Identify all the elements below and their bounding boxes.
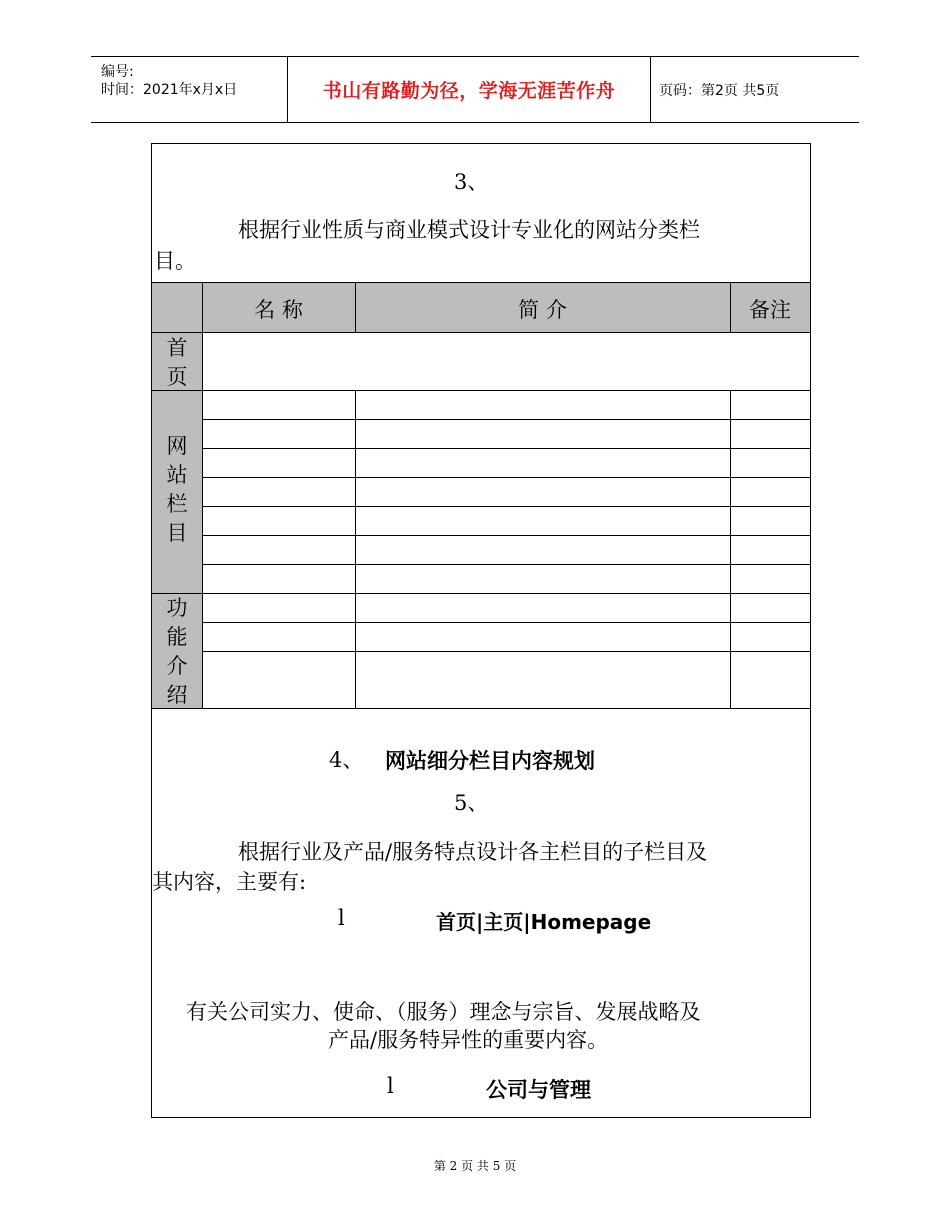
header-page-label: 页码：第2页 共5页	[659, 82, 780, 99]
header-meta	[91, 57, 287, 122]
row-label-functions: 功 能 介 绍	[166, 596, 188, 707]
item2-bullet: l	[387, 1074, 394, 1098]
row-label-home: 首 页	[166, 336, 188, 389]
document-time-label: 时间：2021年x月x日	[101, 82, 238, 98]
item1-bullet: l	[338, 906, 345, 930]
section4-title: 网站细分栏目内容规划	[385, 749, 595, 773]
item1-desc-line2: 产品/服务特异性的重要内容。	[328, 1028, 609, 1052]
header-motto: 书山有路勤为径，学海无涯苦作舟	[287, 57, 651, 122]
header-remarks: 备注	[749, 298, 791, 322]
section5-text-line2: 其内容，主要有:	[152, 870, 307, 894]
section4-number: 4、	[329, 748, 364, 772]
header-intro: 简 介	[518, 298, 567, 322]
section5-text-line1: 根据行业及产品/服务特点设计各主栏目的子栏目及	[238, 840, 708, 864]
section3-text-line2: 目。	[154, 249, 196, 273]
page-footer: 第 2 页 共 5 页	[433, 1159, 517, 1173]
item2-title: 公司与管理	[486, 1078, 591, 1102]
item1-title: 首页|主页|Homepage	[436, 910, 652, 934]
header-name: 名 称	[254, 298, 303, 322]
page-header	[91, 56, 859, 123]
item1-desc-line1: 有关公司实力、使命、（服务）理念与宗旨、发展战略及	[186, 1000, 701, 1024]
section3-text-line1: 根据行业性质与商业模式设计专业化的网站分类栏	[238, 218, 700, 242]
section3-number: 3、	[454, 170, 489, 194]
row-label-site-columns: 网 站 栏 目	[166, 434, 188, 545]
document-number-label: 编号:	[101, 64, 134, 80]
content-box	[151, 143, 811, 1118]
section5-number: 5、	[454, 791, 489, 815]
